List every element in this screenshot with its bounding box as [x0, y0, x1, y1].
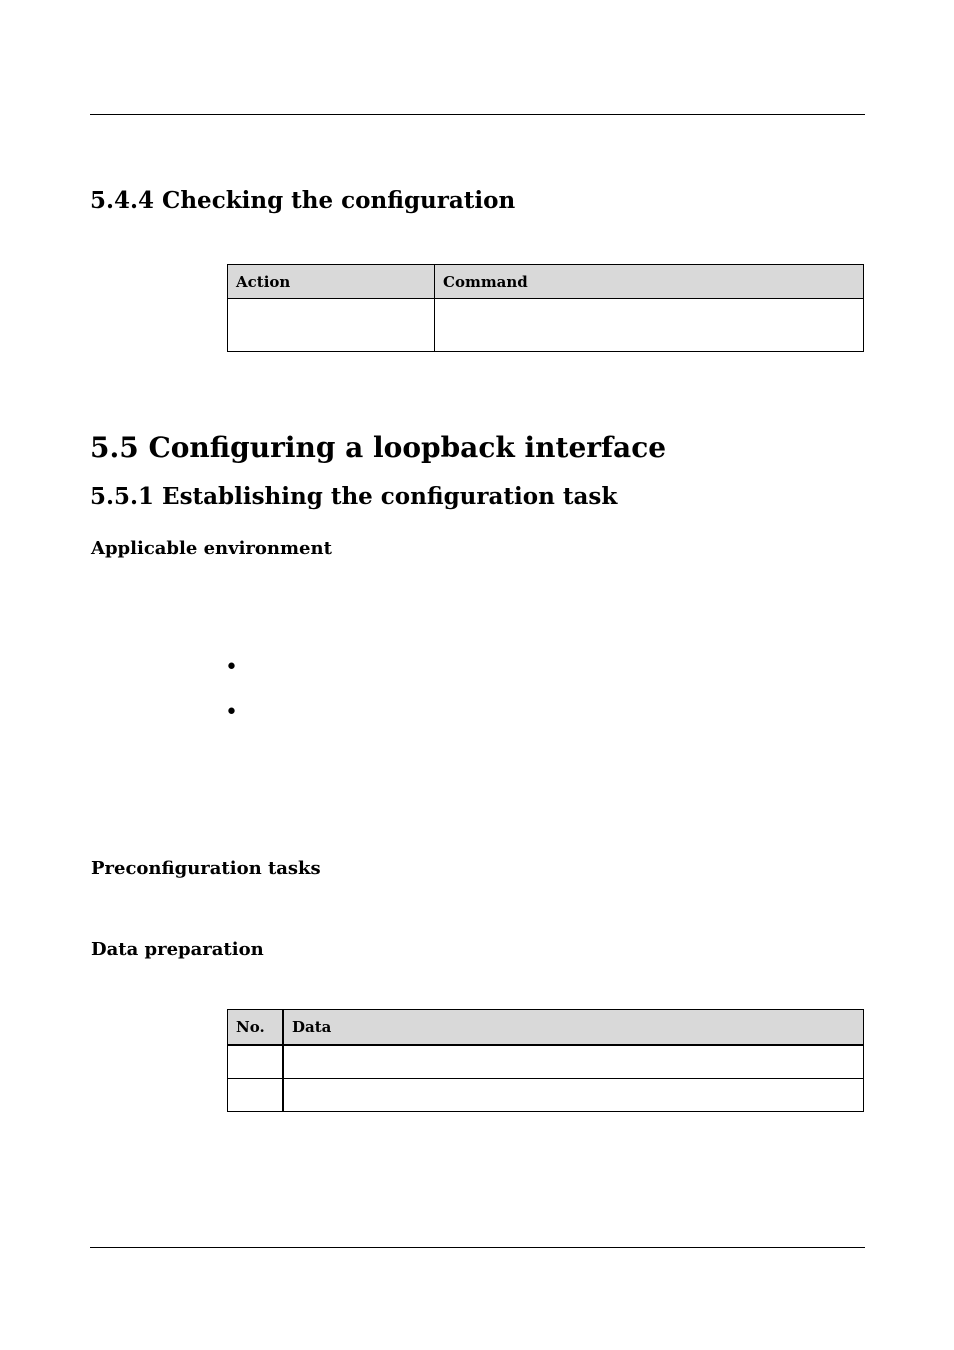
footer-rule	[90, 1247, 865, 1248]
section-5-5-title: 5.5 Configuring a loopback interface	[90, 431, 667, 464]
column-header-data: Data	[283, 1010, 864, 1046]
table-header-row	[228, 1010, 864, 1046]
applicable-environment-heading: Applicable environment	[91, 538, 332, 559]
table-cell-no	[228, 1079, 284, 1112]
table-cell-data	[283, 1079, 864, 1112]
check-config-table	[227, 264, 864, 352]
table-row	[228, 1079, 864, 1112]
table-row	[228, 299, 864, 352]
table-cell-action	[228, 299, 435, 352]
section-5-4-4-title: 5.4.4 Checking the configuration	[90, 187, 516, 214]
table-cell-no	[228, 1045, 284, 1079]
header-rule	[90, 114, 865, 115]
table-cell-command	[435, 299, 864, 352]
bullet-marker: •	[225, 655, 238, 680]
data-preparation-table	[227, 1009, 864, 1112]
section-5-5-1-title: 5.5.1 Establishing the configuration task	[90, 483, 618, 510]
column-header-action: Action	[228, 265, 435, 299]
table-row	[228, 1045, 864, 1079]
column-header-no: No.	[228, 1010, 284, 1046]
table-cell-data	[283, 1045, 864, 1079]
table-header-row	[228, 265, 864, 299]
preconfiguration-tasks-heading: Preconfiguration tasks	[91, 858, 321, 879]
column-header-command: Command	[435, 265, 864, 299]
data-preparation-heading: Data preparation	[91, 939, 264, 960]
bullet-marker: •	[225, 700, 238, 725]
